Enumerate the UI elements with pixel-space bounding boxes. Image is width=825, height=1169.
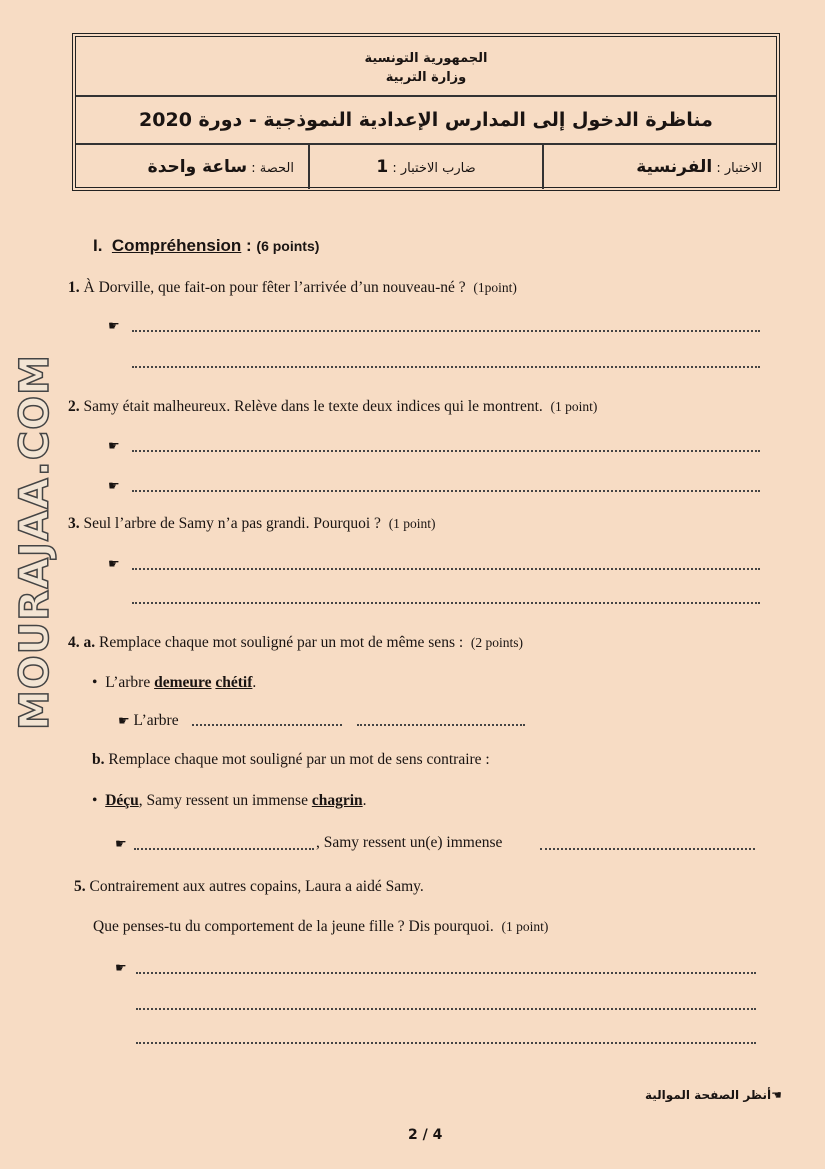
- subject-cell: الاختبار : الفرنسية: [636, 157, 762, 177]
- sentence-4b: • Déçu, Samy ressent un immense chagrin.: [92, 792, 367, 809]
- question-5: 5. Contrairement aux autres copains, Laura a aidé Samy.: [74, 878, 424, 895]
- answer-line[interactable]: [357, 724, 525, 726]
- answer-line[interactable]: [134, 848, 314, 850]
- watermark: MOURAJAA.COM: [12, 354, 58, 730]
- answer-line[interactable]: [132, 450, 760, 452]
- answer-line[interactable]: [136, 1042, 756, 1044]
- question-1: 1. À Dorville, que fait-on pour fêter l’arrivée d’un nouveau-né ? (1point): [68, 279, 517, 296]
- question-5-prompt: Que penses-tu du comportement de la jeune fille ? Dis pourquoi. (1 point): [93, 918, 549, 935]
- answer-line[interactable]: [132, 602, 760, 604]
- answer-line[interactable]: [136, 972, 756, 974]
- answer-line[interactable]: [136, 1008, 756, 1010]
- question-4b: b. Remplace chaque mot souligné par un mot de sens contraire :: [92, 751, 490, 768]
- sentence-4a: • L’arbre demeure chétif.: [92, 674, 257, 691]
- answer-line[interactable]: [132, 366, 760, 368]
- answer-4a: ☛ L’arbre: [118, 712, 179, 729]
- answer-line[interactable]: [132, 330, 760, 332]
- republic-label: الجمهورية التونسية: [364, 51, 488, 66]
- answer-4b-text: , Samy ressent un(e) immense: [316, 834, 503, 851]
- ministry-label: وزارة التربية: [385, 70, 467, 85]
- page-number: 2 / 4: [408, 1127, 443, 1143]
- duration-cell: الحصة : ساعة واحدة: [76, 145, 310, 189]
- answer-line[interactable]: [192, 724, 342, 726]
- exam-header: [72, 33, 780, 191]
- pointing-hand-icon: ☛: [115, 836, 127, 851]
- question-3: 3. Seul l’arbre de Samy n’a pas grandi. Pourquoi ? (1 point): [68, 515, 436, 532]
- pointing-hand-icon: ☛: [108, 438, 120, 453]
- answer-line[interactable]: [132, 490, 760, 492]
- pointing-hand-icon: ☛: [108, 318, 120, 333]
- coefficient-cell: ضارب الاختبار : 1: [310, 145, 544, 189]
- answer-line[interactable]: [132, 568, 760, 570]
- question-2: 2. Samy était malheureux. Relève dans le texte deux indices qui le montrent. (1 point): [68, 398, 598, 415]
- next-page-note: ☚أنظر الصفحة الموالية: [645, 1088, 782, 1102]
- pointing-hand-icon: ☛: [108, 556, 120, 571]
- question-4a: 4. a. Remplace chaque mot souligné par un mot de même sens : (2 points): [68, 634, 524, 651]
- pointing-hand-icon: ☛: [115, 960, 127, 975]
- section-heading: I. Compréhension : (6 points): [93, 236, 320, 255]
- pointing-hand-icon: ☛: [108, 478, 120, 493]
- exam-title: مناظرة الدخول إلى المدارس الإعدادية النموذجية - دورة 2020: [76, 97, 776, 145]
- pointing-hand-icon: ☚: [771, 1088, 782, 1102]
- answer-line[interactable]: [540, 848, 755, 850]
